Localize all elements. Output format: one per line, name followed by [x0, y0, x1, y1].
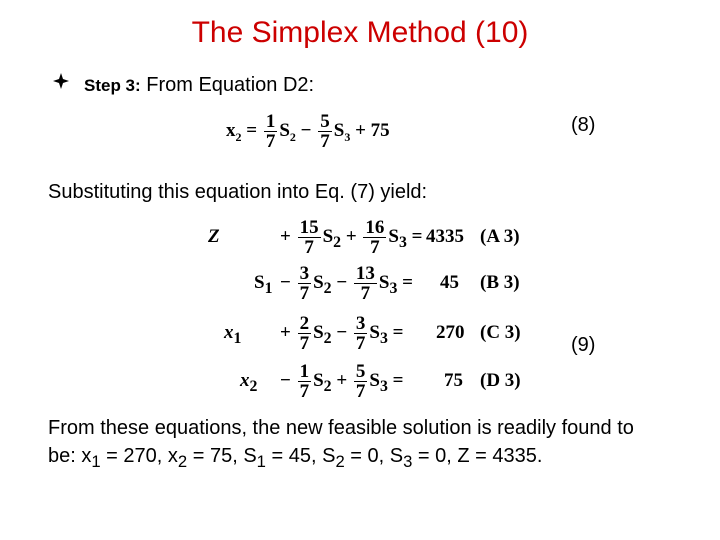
slide-title: The Simplex Method (10)	[191, 16, 529, 49]
eq8-t1-var: $S_2$	[279, 119, 296, 144]
row-x1-terms: + $\frac{2}{7}$ $S_2$ − $\frac{3}{7}$ $S_3$ =	[280, 313, 404, 354]
eq8-constant: + 75	[355, 119, 390, 141]
diamond-bullet-icon	[52, 72, 70, 96]
row-z-terms: + $\frac{15}{7}$ $S_2$ + $\frac{16}{7}$ $S_3$ =	[280, 217, 423, 258]
step-text: From Equation D2:	[146, 74, 315, 96]
equation-8	[226, 112, 390, 151]
row-x1-basic: $x_1$	[224, 322, 242, 347]
equation-number-8: (8)	[571, 114, 596, 136]
eq8-t1-frac: $\frac{1}{7}$	[265, 111, 276, 152]
row-s1-label: (B 3)	[480, 272, 520, 293]
row-x2-rhs: 75	[444, 370, 463, 391]
step-line	[84, 72, 314, 99]
eq8-t2-frac: $\frac{5}{7}$	[320, 111, 330, 152]
row-s1-terms: − $\frac{3}{7}$ $S_2$ − $\frac{13}{7}$ $S_3$ =	[280, 263, 413, 304]
row-x1-label: (C 3)	[480, 322, 521, 343]
eq8-lhs: $x_2$	[226, 119, 242, 144]
row-s1-basic: $S_1$	[254, 272, 273, 297]
equation-number-9: (9)	[571, 334, 596, 356]
conclusion-line-2: be: $x_1 = 270$, $x_2 = 75$, $S_1 = 45$, $S_2 = 0$, $S_3 = 0$, Z = 4335.	[48, 445, 543, 471]
row-x2-basic: $x_2$	[240, 370, 258, 395]
row-x2-terms: − $\frac{1}{7}$ $S_2$ + $\frac{5}{7}$ $S_3$ =	[280, 361, 404, 402]
row-x1-rhs: 270	[436, 322, 465, 343]
substitute-text: Substituting this equation into Eq. (7) yield:	[48, 181, 428, 203]
row-z-label: (A 3)	[480, 226, 520, 247]
conclusion-line-1: From these equations, the new feasible solution is readily found to	[48, 417, 634, 439]
row-s1-rhs: 45	[440, 272, 459, 293]
row-z-rhs: 4335	[426, 226, 464, 247]
equation-system-9	[200, 214, 530, 402]
row-x2-label: (D 3)	[480, 370, 521, 391]
eq8-t2-var: $S_3$	[333, 119, 351, 144]
eq8-t2-sign: −	[300, 119, 312, 141]
eq8-t1-sign: =	[246, 119, 258, 141]
step-label: Step 3:	[84, 76, 141, 95]
row-z-basic: Z	[208, 226, 220, 247]
